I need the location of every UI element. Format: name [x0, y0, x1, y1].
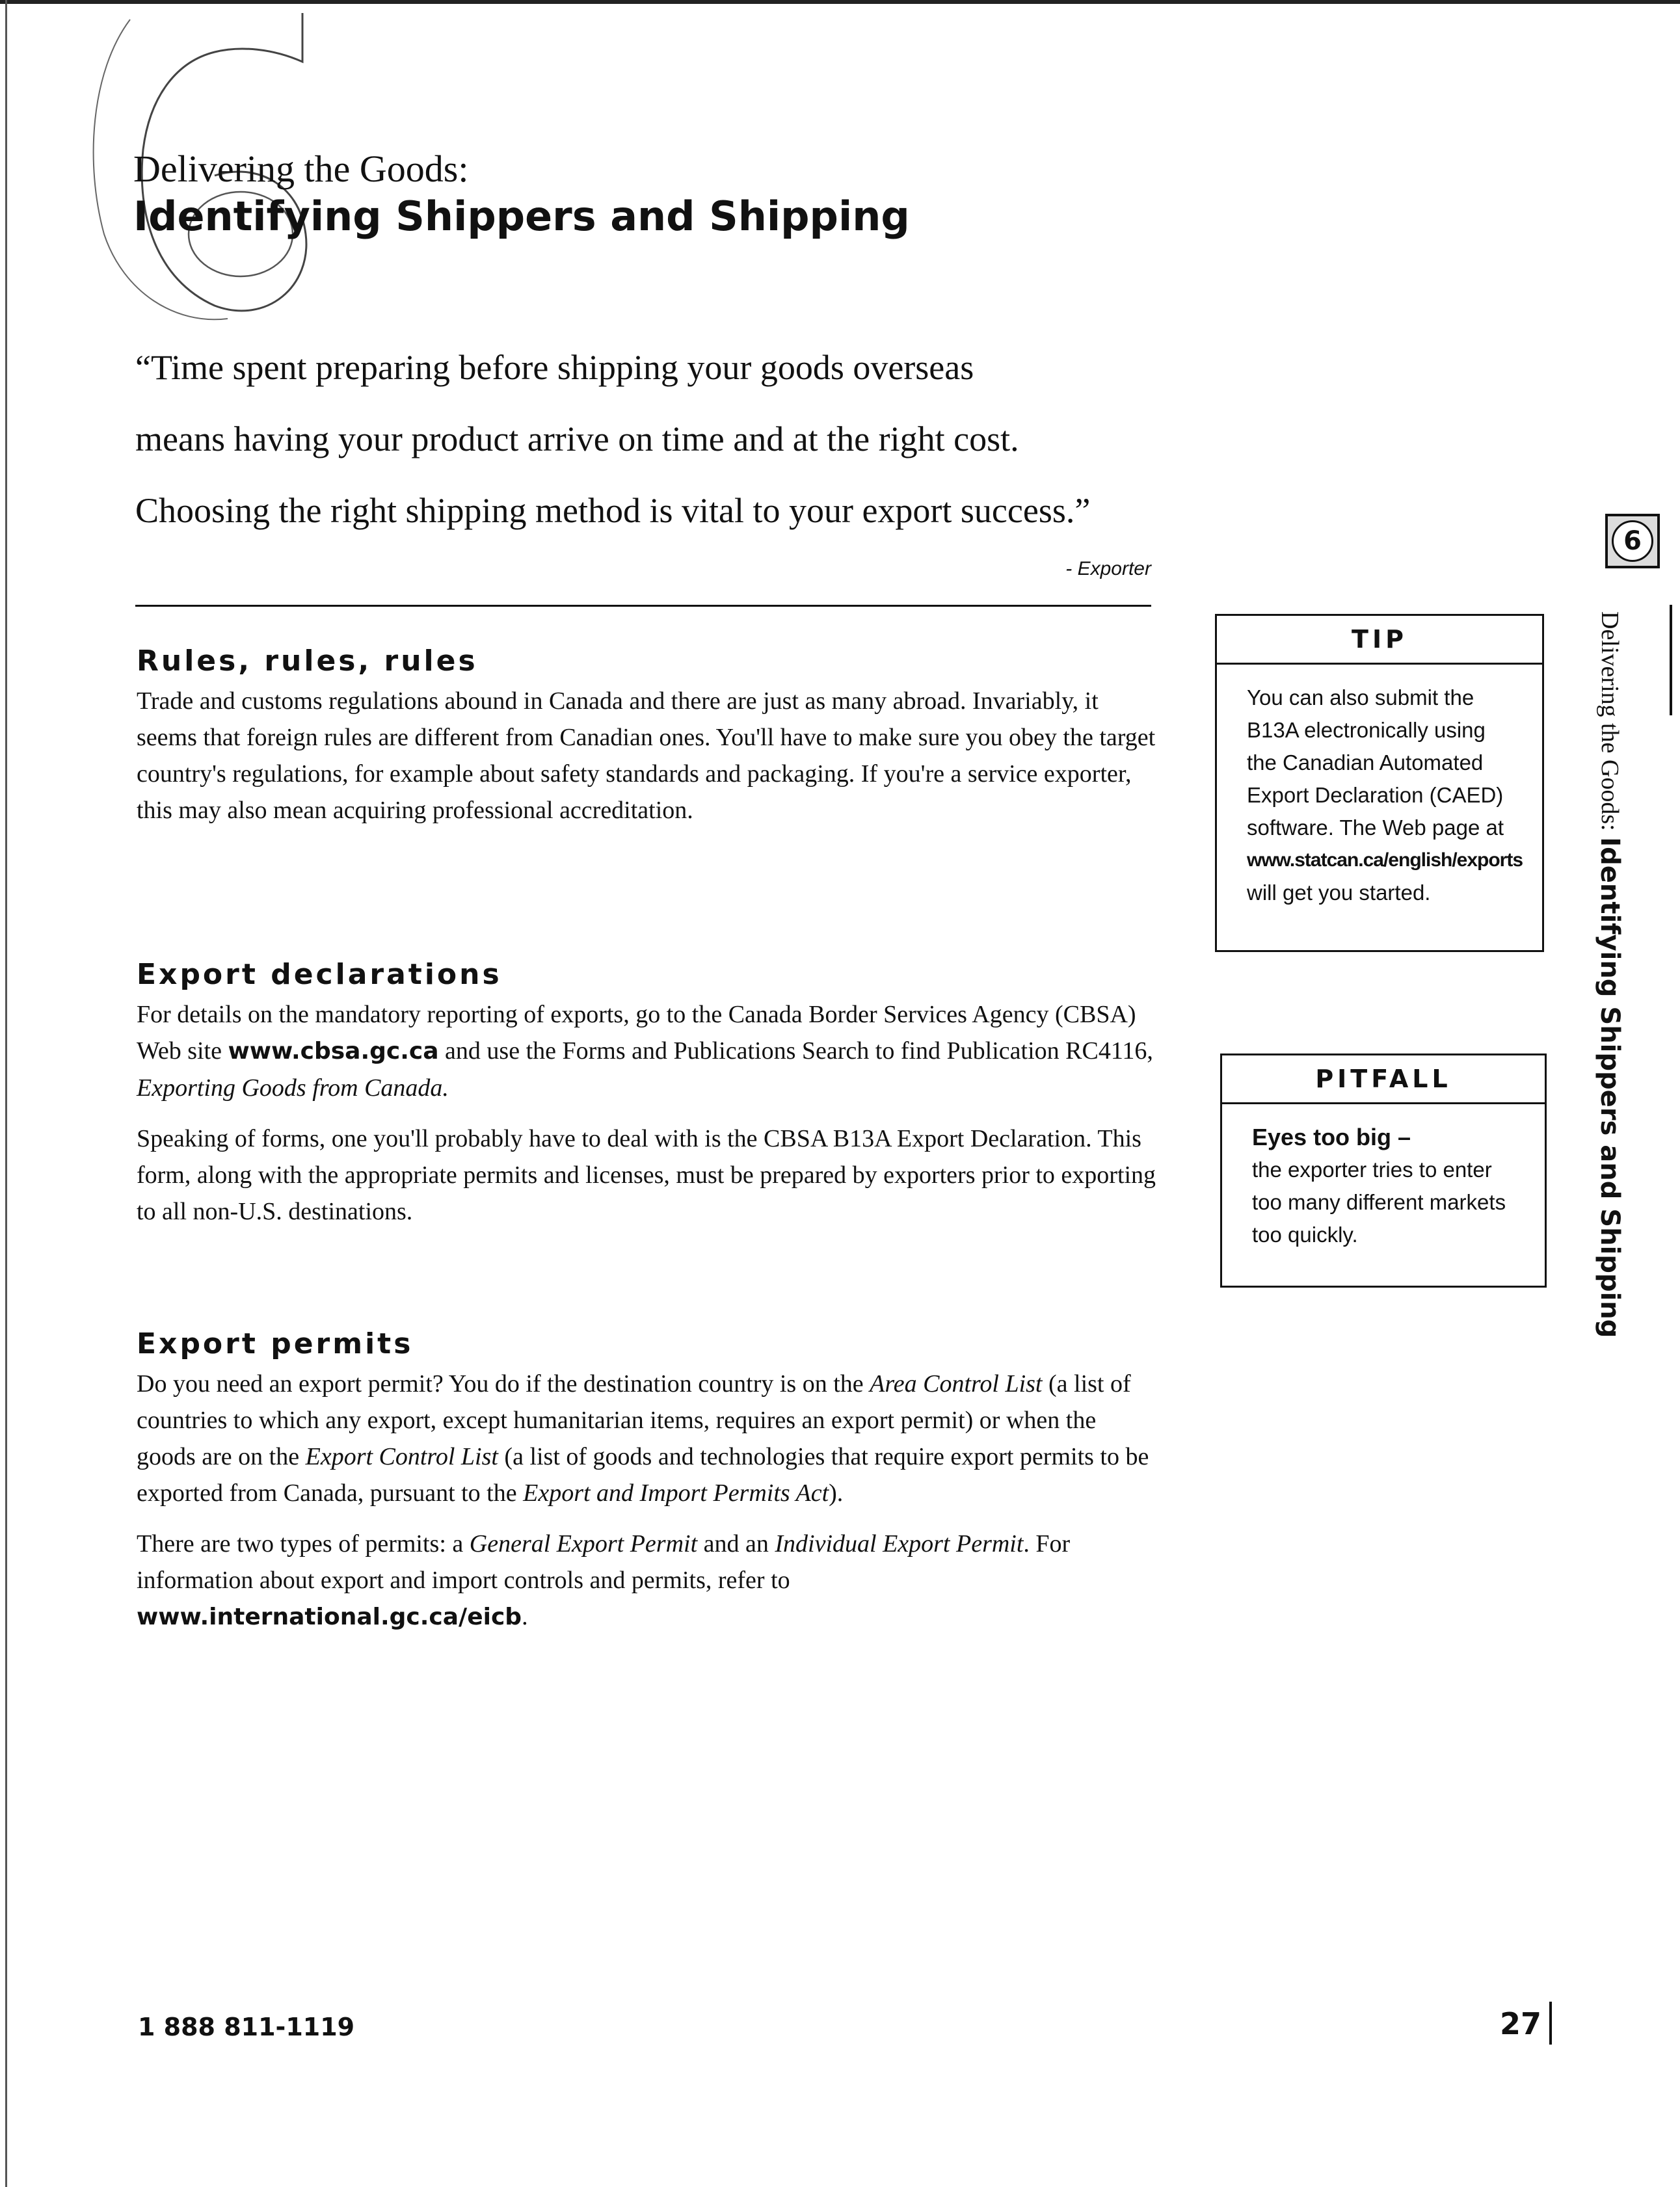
- page-number: 27: [1499, 2006, 1541, 2041]
- eicb-link[interactable]: www.international.gc.ca/eicb: [137, 1604, 522, 1630]
- tip-box: [1215, 614, 1544, 952]
- section-heading: Rules, rules, rules: [137, 644, 478, 678]
- section-export-permits: [137, 1327, 1158, 1650]
- footer-phone: 1 888 811-1119: [138, 2013, 355, 2041]
- pitfall-box-title: PITFALL: [1222, 1055, 1545, 1104]
- cbsa-link[interactable]: www.cbsa.gc.ca: [228, 1038, 439, 1065]
- pitfall-box: [1220, 1054, 1547, 1288]
- section-heading: Export declarations: [137, 958, 502, 991]
- pitfall-box-body: Eyes too big – the exporter tries to enter too many different markets too quickly.: [1222, 1104, 1545, 1251]
- section-heading: Export permits: [137, 1327, 414, 1360]
- pull-quote: [135, 332, 1189, 546]
- left-edge-rule: [5, 0, 7, 2187]
- tip-box-body: You can also submit the B13A electronically using the Canadian Automated Export Declaration (CAED) software. The Web page at www.statcan.ca/english/exports will get you started.: [1247, 685, 1523, 905]
- section-paragraph: Do you need an export permit? You do if the destination country is on the Area Control List (a list of countries to which any export, except humanitarian items, requires an export permit) or when the goods are on the Export Control List (a list of goods and technologies that require export permits to be exported from Canada, pursuant to the Export and Import Permits Act).: [137, 1370, 1149, 1507]
- section-paragraph: There are two types of permits: a General Export Permit and an Individual Export Permit. For information about export and import controls and permits, refer to www.international.gc.ca/eicb.: [137, 1530, 1071, 1630]
- chapter-title-line1: Delivering the Goods:: [133, 148, 469, 190]
- quote-attribution: - Exporter: [1065, 558, 1151, 579]
- section-paragraph: Trade and customs regulations abound in Canada and there are just as many abroad. Invariably, it seems that foreign rules are different from Canadian ones. You'll have to make sure you obey the target country's regulations, for example about safety standards and packaging. If you're a service exporter, this may also mean acquiring professional accreditation.: [137, 687, 1156, 824]
- pitfall-lead: Eyes too big –: [1252, 1124, 1411, 1150]
- section-paragraph: Speaking of forms, one you'll probably have to deal with is the CBSA B13A Export Declaration. This form, along with the appropriate permits and licenses, must be prepared by exporters prior to exporting to all non-U.S. destinations.: [137, 1125, 1156, 1225]
- section-paragraph: For details on the mandatory reporting of exports, go to the Canada Border Services Agency (CBSA) Web site www.cbsa.gc.ca and use the Forms and Publications Search to find Publication RC4116, Exporting Goods from Canada.: [137, 1001, 1153, 1102]
- quote-line: “Time spent preparing before shipping your goods overseas: [135, 348, 974, 387]
- running-chapter-title: Delivering the Goods: Identifying Shippers and Shipping: [1595, 611, 1625, 1338]
- quote-line: Choosing the right shipping method is vital to your export success.”: [135, 491, 1091, 530]
- chapter-title: [133, 146, 1239, 241]
- tip-box-title: TIP: [1217, 616, 1542, 665]
- chapter-tab-number: 6: [1605, 514, 1660, 568]
- chapter-title-line2: Identifying Shippers and Shipping: [133, 192, 910, 240]
- page-number-rule: [1549, 2002, 1552, 2045]
- quote-divider: [135, 605, 1151, 607]
- quote-line: means having your product arrive on time and at the right cost.: [135, 419, 1019, 458]
- statcan-link[interactable]: www.statcan.ca/english/exports: [1247, 849, 1523, 871]
- section-export-declarations: [137, 957, 1158, 1244]
- chapter-tab-rule: [1670, 605, 1672, 715]
- section-rules: [137, 644, 1158, 843]
